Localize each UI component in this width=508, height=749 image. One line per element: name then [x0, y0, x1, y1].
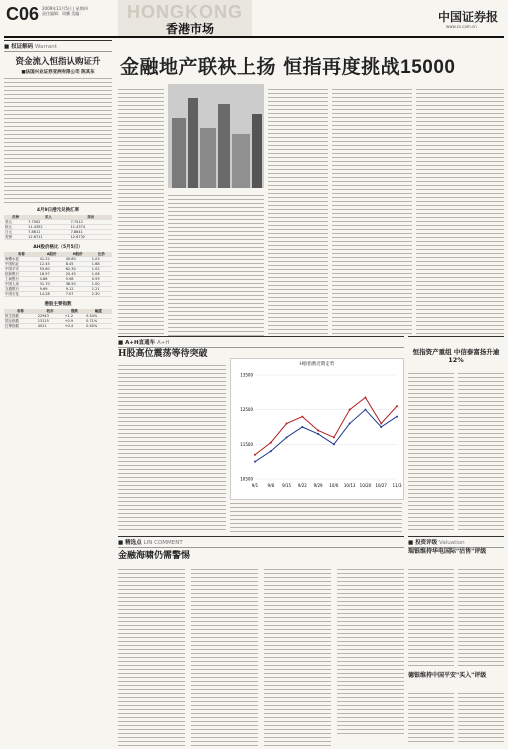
index-table-title: 港股主要指数 [44, 302, 72, 307]
left-subhead: ■法国兴业证券亚洲有限公司 陈其东 [21, 70, 95, 75]
right-body-1 [408, 373, 504, 533]
data-point [286, 423, 288, 425]
left-section-head [4, 40, 112, 52]
ah-table-title: AH股价格比（5月5日） [33, 245, 83, 250]
issue-editor: 责任编辑：周鹏 美编： [42, 11, 84, 16]
left-article-body [4, 78, 112, 203]
table-row: 中国平安 55.60 62.30 1.02 [4, 267, 112, 272]
table-row: 招商银行 18.97 20.45 1.06 [4, 272, 112, 277]
data-point [364, 397, 366, 399]
fx-table [4, 215, 112, 240]
issue-meta [42, 6, 88, 16]
left-section-tag: ■ 权证解码 [4, 44, 34, 50]
section-a-en: A+H [157, 340, 170, 346]
main-headline [118, 40, 504, 84]
fx-table-title: 4月9日港元兑换汇率 [36, 208, 80, 213]
table-row: 中国石化 14.28 7.07 2.30 [4, 292, 112, 297]
section-b-headline: 金融海啸仍需警惕 [118, 551, 191, 561]
issue-date: 2009年11月5日 | 星期四 [42, 6, 88, 11]
data-point [396, 405, 398, 407]
table-row: 红筹指数 4021 +0.4 0.40% [4, 324, 112, 329]
table-row: 恒生指数 22943 +1.2 0.54% [4, 314, 112, 319]
data-point [317, 429, 319, 431]
x-tick-label: 9/1 [251, 483, 259, 488]
section-c-en: Valuation [439, 540, 465, 546]
x-tick-label: 9/15 [282, 483, 292, 488]
section-c-tag: ■ 投资评级 [408, 540, 438, 546]
right-headline-1: 恒指资产重组 中信泰富扬升逾12% [412, 348, 500, 364]
table-row: 中国铝业 12.45 8.45 1.68 [4, 262, 112, 267]
header-rule [4, 36, 504, 38]
section-a-tag: ■ A+H直通车 [118, 340, 156, 346]
section-b-head [118, 536, 404, 548]
left-headline: 资金流入恒指认购证升 [15, 57, 101, 67]
left-section-en: Warrant [35, 44, 57, 50]
table-row: 美元 7.7502 7.7512 [4, 220, 112, 225]
left-column [4, 40, 112, 740]
table-row: 国企指数 13115 +0.9 0.71% [4, 319, 112, 324]
ah-table-header: 名称 A股价 H股价 比价 [4, 252, 112, 257]
banner-en: HONGKONG [127, 2, 243, 22]
index-table [4, 309, 112, 329]
x-tick-label: 11/3 [392, 483, 402, 488]
fx-table-header: 币种 买入 卖出 [4, 215, 112, 220]
chart-title: H股指数近期走势 [299, 362, 335, 367]
right-body-3 [408, 693, 504, 747]
data-point [380, 426, 382, 428]
banner [118, 0, 252, 36]
table-row: 欧元 11.4352 11.4374 [4, 225, 112, 230]
main-headline-text: 金融地产联袂上扬 恒指再度挑战15000 [120, 56, 456, 78]
logo-sub: www.cs.com.cn [446, 24, 477, 29]
data-point [349, 409, 351, 411]
data-point [364, 409, 366, 411]
hshare-chart [230, 358, 404, 500]
banner-cn: 香港市场 [166, 22, 215, 36]
ah-table [4, 252, 112, 297]
index-table-header: 名称 收市 涨跌 幅度 [4, 309, 112, 314]
section-a-body-bottom [230, 503, 402, 535]
data-point [396, 416, 398, 418]
data-point [380, 423, 382, 425]
data-point [301, 426, 303, 428]
data-point [349, 423, 351, 425]
x-tick-label: 10/13 [343, 483, 356, 488]
article-col-5 [416, 89, 504, 339]
x-tick-label: 9/8 [267, 483, 274, 488]
table-row: 工商银行 4.86 5.98 0.93 [4, 277, 112, 282]
table-row: 日元 7.8611 7.8641 [4, 230, 112, 235]
section-a-body-left [118, 365, 226, 535]
data-point [254, 454, 256, 456]
x-tick-label: 10/6 [329, 483, 339, 488]
section-a-headline: H股高位震荡等待突破 [118, 349, 208, 359]
page-code: C06 [6, 4, 40, 24]
x-tick-label: 10/27 [375, 483, 387, 488]
x-tick-label: 10/20 [359, 483, 372, 488]
y-tick-label: 13500 [240, 372, 253, 378]
x-tick-label: 9/22 [297, 483, 307, 488]
y-tick-label: 11500 [240, 441, 253, 447]
y-tick-label: 10500 [240, 476, 253, 482]
table-row: 交通银行 9.69 9.12 1.21 [4, 287, 112, 292]
data-point [333, 436, 335, 438]
table-row: 海螺水泥 41.22 49.80 1.03 [4, 257, 112, 262]
article-col-3 [268, 89, 328, 339]
article-col-4 [332, 89, 412, 339]
skyline-photo [168, 84, 264, 188]
section-c-head [408, 536, 504, 548]
data-point [270, 450, 272, 452]
y-tick-label: 12500 [240, 407, 253, 413]
section-b-en: LIN COMMENT [143, 540, 183, 546]
data-point [286, 436, 288, 438]
data-point [301, 416, 303, 418]
section-b-tag: ■ 精选点 [118, 540, 142, 546]
section-b-body [118, 569, 404, 747]
data-point [270, 442, 272, 444]
article-col-1 [118, 89, 164, 339]
logo: 中国证券报 [438, 10, 499, 24]
hshare-chart-svg [231, 367, 403, 497]
x-tick-label: 9/29 [313, 483, 323, 488]
data-point [317, 433, 319, 435]
right-headline-2: 瑞银维持华电国际"沽售"评级 [408, 548, 487, 555]
article-col-2 [168, 195, 264, 339]
data-point [254, 461, 256, 463]
table-row: 英镑 12.6711 12.6732 [4, 235, 112, 240]
right-rule [408, 336, 504, 337]
data-point [333, 443, 335, 445]
right-headline-3: 德银维持中国平安"买入"评级 [408, 672, 487, 679]
table-row: 中国人寿 31.70 36.50 1.00 [4, 282, 112, 287]
right-body-2 [408, 569, 504, 669]
